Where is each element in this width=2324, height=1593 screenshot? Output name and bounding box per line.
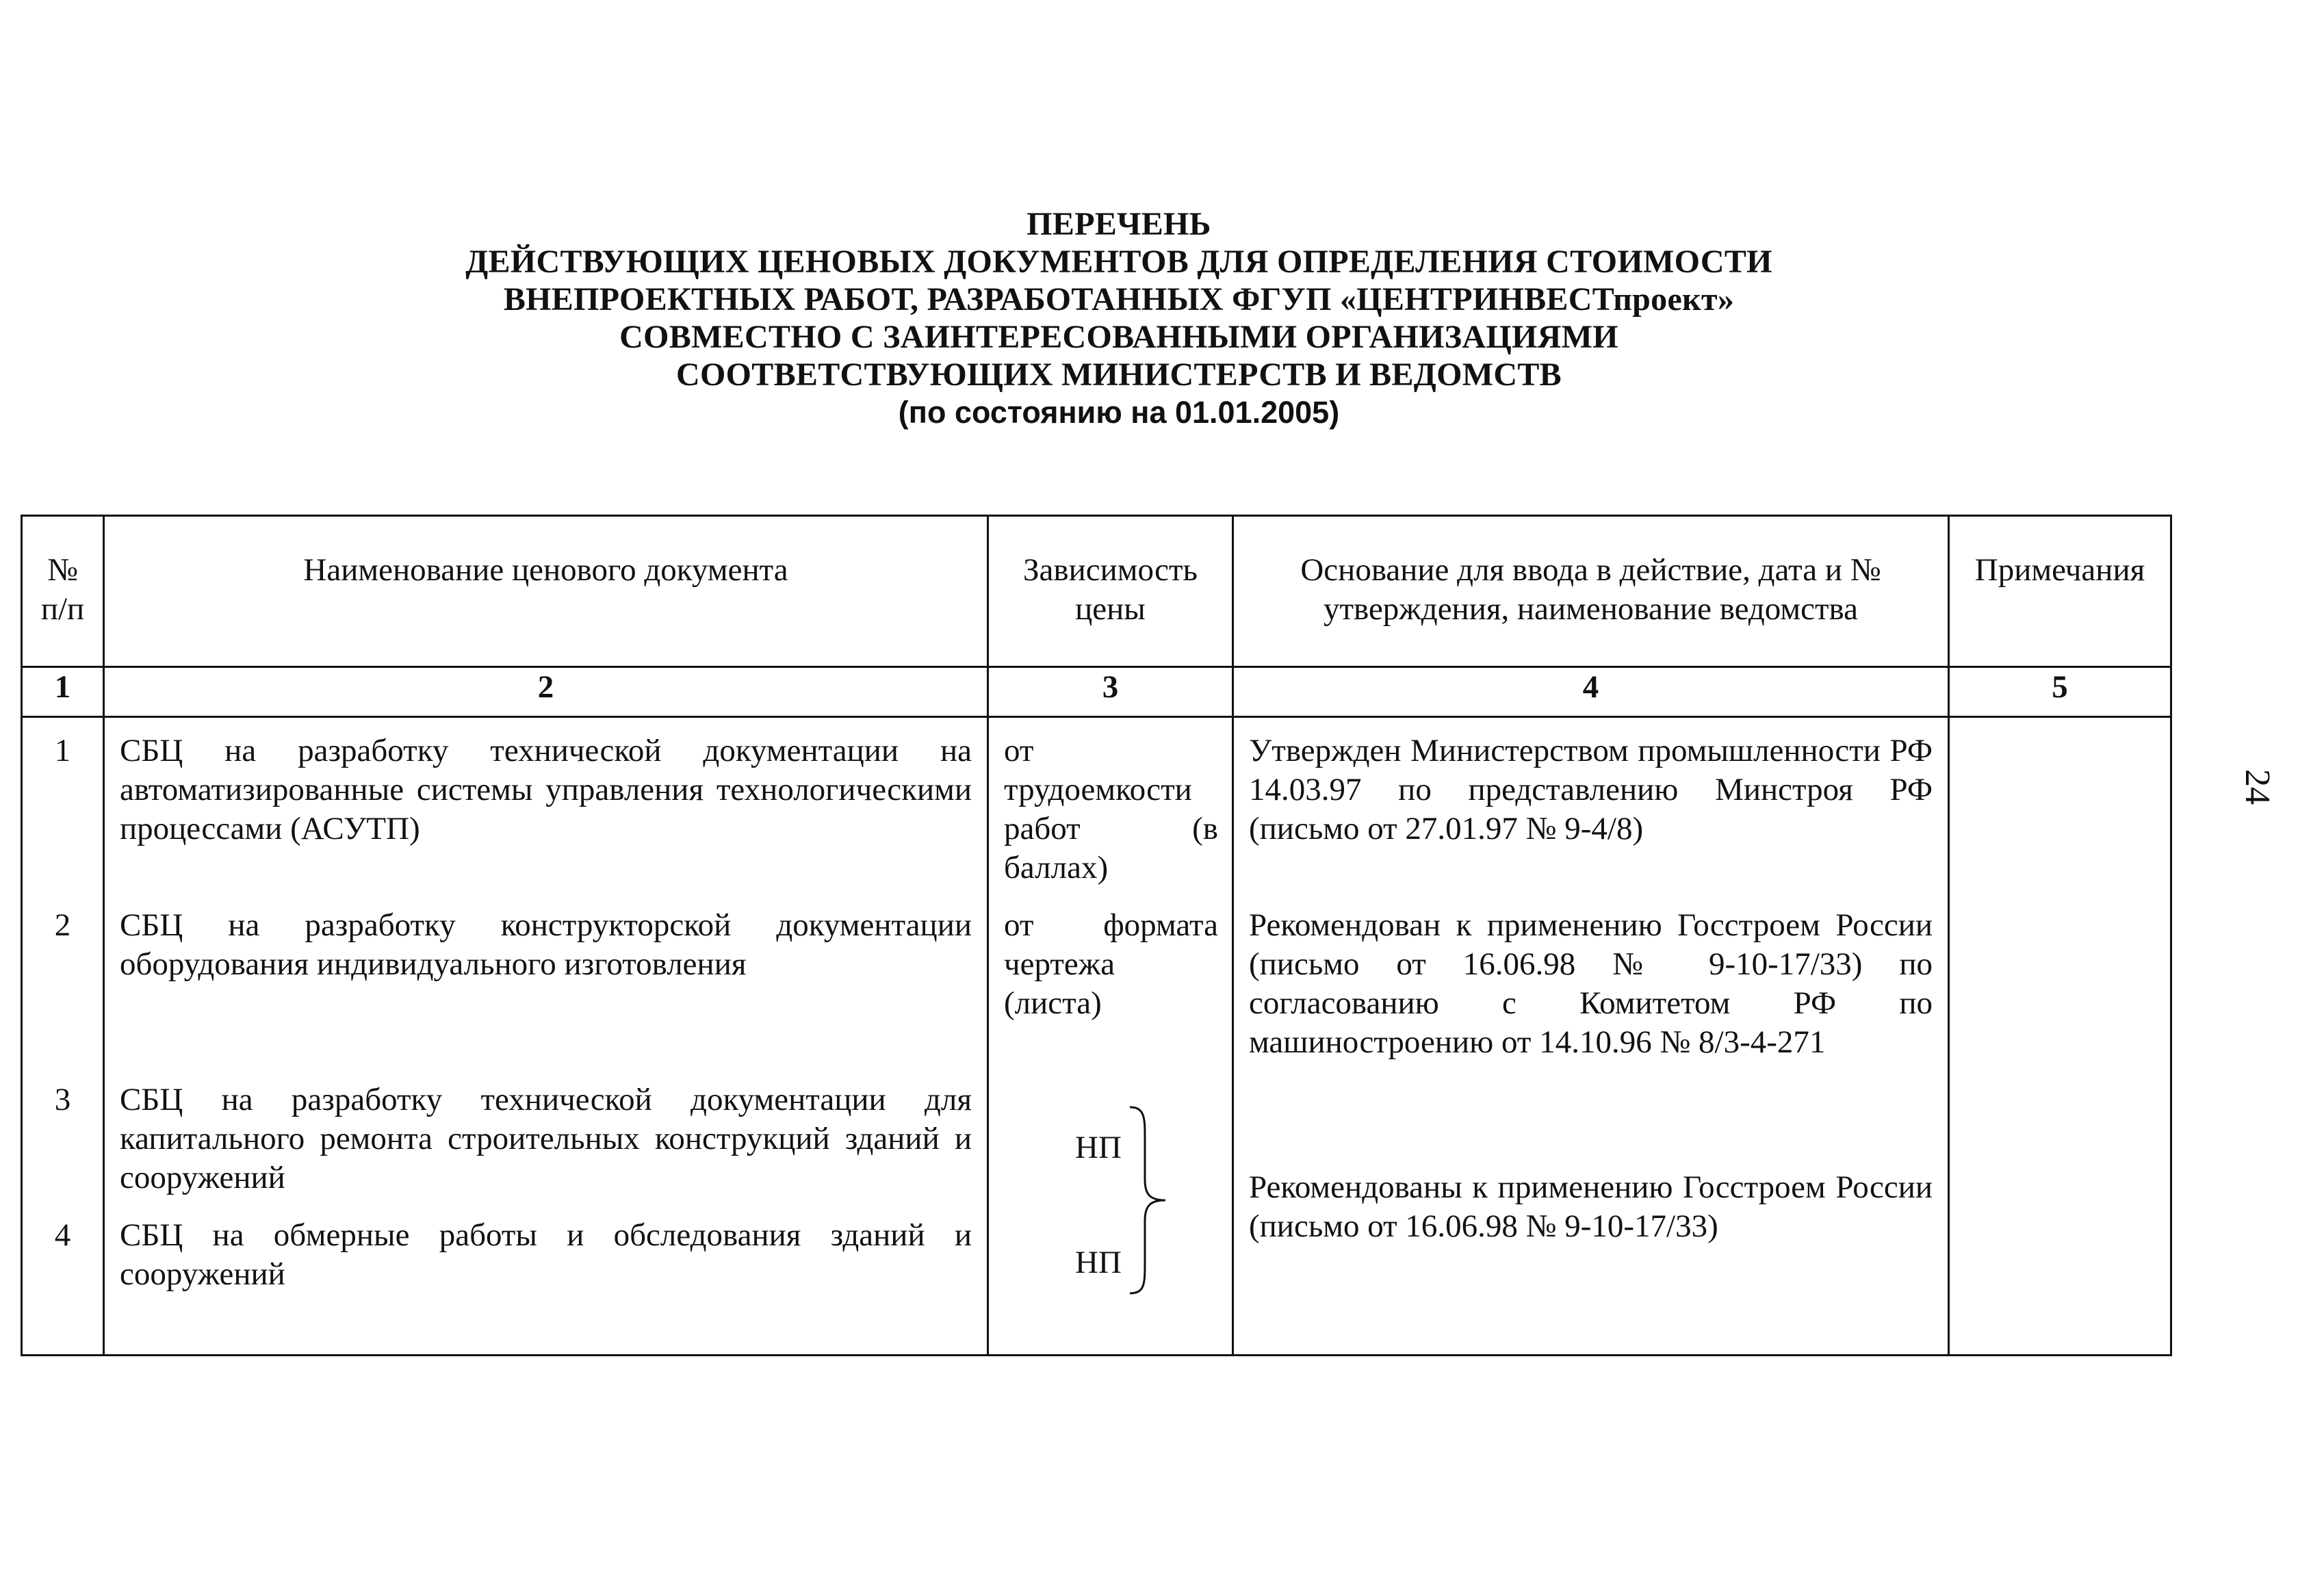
title-line-3: ВНЕПРОЕКТНЫХ РАБОТ, РАЗРАБОТАННЫХ ФГУП «ЦЕНТРИНВЕСТпроект» — [503, 281, 1735, 318]
column-number-row — [22, 667, 2171, 717]
header-no — [22, 516, 104, 667]
table-header-row — [22, 516, 2171, 667]
row-number-2: 2 — [54, 907, 71, 943]
header-no-line-1: № — [47, 552, 78, 588]
header-name — [104, 516, 988, 667]
row-number-3: 3 — [54, 1082, 71, 1117]
column-number: 3 — [988, 667, 1233, 717]
curly-brace-icon — [1124, 1104, 1172, 1296]
header-basis — [1233, 516, 1949, 667]
basis-column — [1233, 717, 1949, 1356]
row-number-1: 1 — [54, 733, 71, 768]
name-column — [104, 717, 988, 1356]
column-number: 4 — [1233, 667, 1949, 717]
title-line-4: СОВМЕСТНО С ЗАИНТЕРЕСОВАННЫМИ ОРГАНИЗАЦИЯМИ — [619, 319, 1618, 355]
row-number-4: 4 — [54, 1217, 71, 1253]
document-name-2: СБЦ на разработку конструкторской документации оборудования индивидуального изготовления — [120, 907, 972, 982]
document-name-1: СБЦ на разработку технической документации на автоматизированные системы управления технологическими процессами (АСУТП) — [120, 733, 972, 846]
title-line-1: ПЕРЕЧЕНЬ — [1027, 206, 1211, 242]
status-date: (по состоянию на 01.01.2005) — [898, 395, 1340, 430]
header-name-text: Наименование ценового документа — [303, 552, 788, 588]
column-number: 1 — [22, 667, 104, 717]
document-name-3: СБЦ на разработку технической документации для капитального ремонта строительных конструкций зданий и сооружений — [120, 1082, 972, 1195]
basis-2: Рекомендован к применению Госстроем России (письмо от 16.06.98 № 9-10-17/33) по согласованию с Комитетом РФ по машиностроению от 14.10.96 № 8/3-4-271 — [1249, 907, 1933, 1060]
header-no-line-2: п/п — [40, 591, 85, 627]
header-notes — [1949, 516, 2171, 667]
title-line-5: СООТВЕТСТВУЮЩИХ МИНИСТЕРСТВ И ВЕДОМСТВ — [676, 357, 1562, 393]
price-dependency-3: НП — [1075, 1130, 1122, 1165]
no-column — [22, 717, 104, 1356]
header-basis-line-2: утверждения, наименование ведомства — [1323, 591, 1858, 627]
document-name-4: СБЦ на обмерные работы и обследования зданий и сооружений — [120, 1217, 972, 1292]
notes-column — [1949, 717, 2171, 1356]
title-line-2: ДЕЙСТВУЮЩИХ ЦЕНОВЫХ ДОКУМЕНТОВ ДЛЯ ОПРЕДЕЛЕНИЯ СТОИМОСТИ — [465, 244, 1772, 280]
header-price-line-1: Зависимость — [1022, 552, 1198, 588]
table-body-row — [22, 717, 2171, 1356]
header-price — [988, 516, 1233, 667]
page-number: 24 — [2238, 769, 2277, 805]
column-number: 2 — [104, 667, 988, 717]
header-price-line-2: цены — [1075, 591, 1146, 627]
price-dependency-2: от формата чертежа (листа) — [1004, 907, 1218, 1021]
price-documents-table — [21, 515, 2172, 1356]
price-dependency-1: от трудоемкости работ (в баллах) — [1004, 733, 1218, 885]
column-number: 5 — [1949, 667, 2171, 717]
basis-3-4: Рекомендованы к применению Госстроем России (письмо от 16.06.98 № 9-10-17/33) — [1249, 1169, 1933, 1244]
price-dependency-column — [988, 717, 1233, 1356]
basis-1: Утвержден Министерством промышленности РФ 14.03.97 по представлению Минстроя РФ (письмо от 27.01.97 № 9-4/8) — [1249, 733, 1933, 846]
header-notes-text: Примечания — [1974, 552, 2145, 588]
price-dependency-4: НП — [1075, 1245, 1122, 1280]
header-basis-line-1: Основание для ввода в действие, дата и № — [1300, 552, 1881, 588]
document-title — [0, 205, 2238, 431]
